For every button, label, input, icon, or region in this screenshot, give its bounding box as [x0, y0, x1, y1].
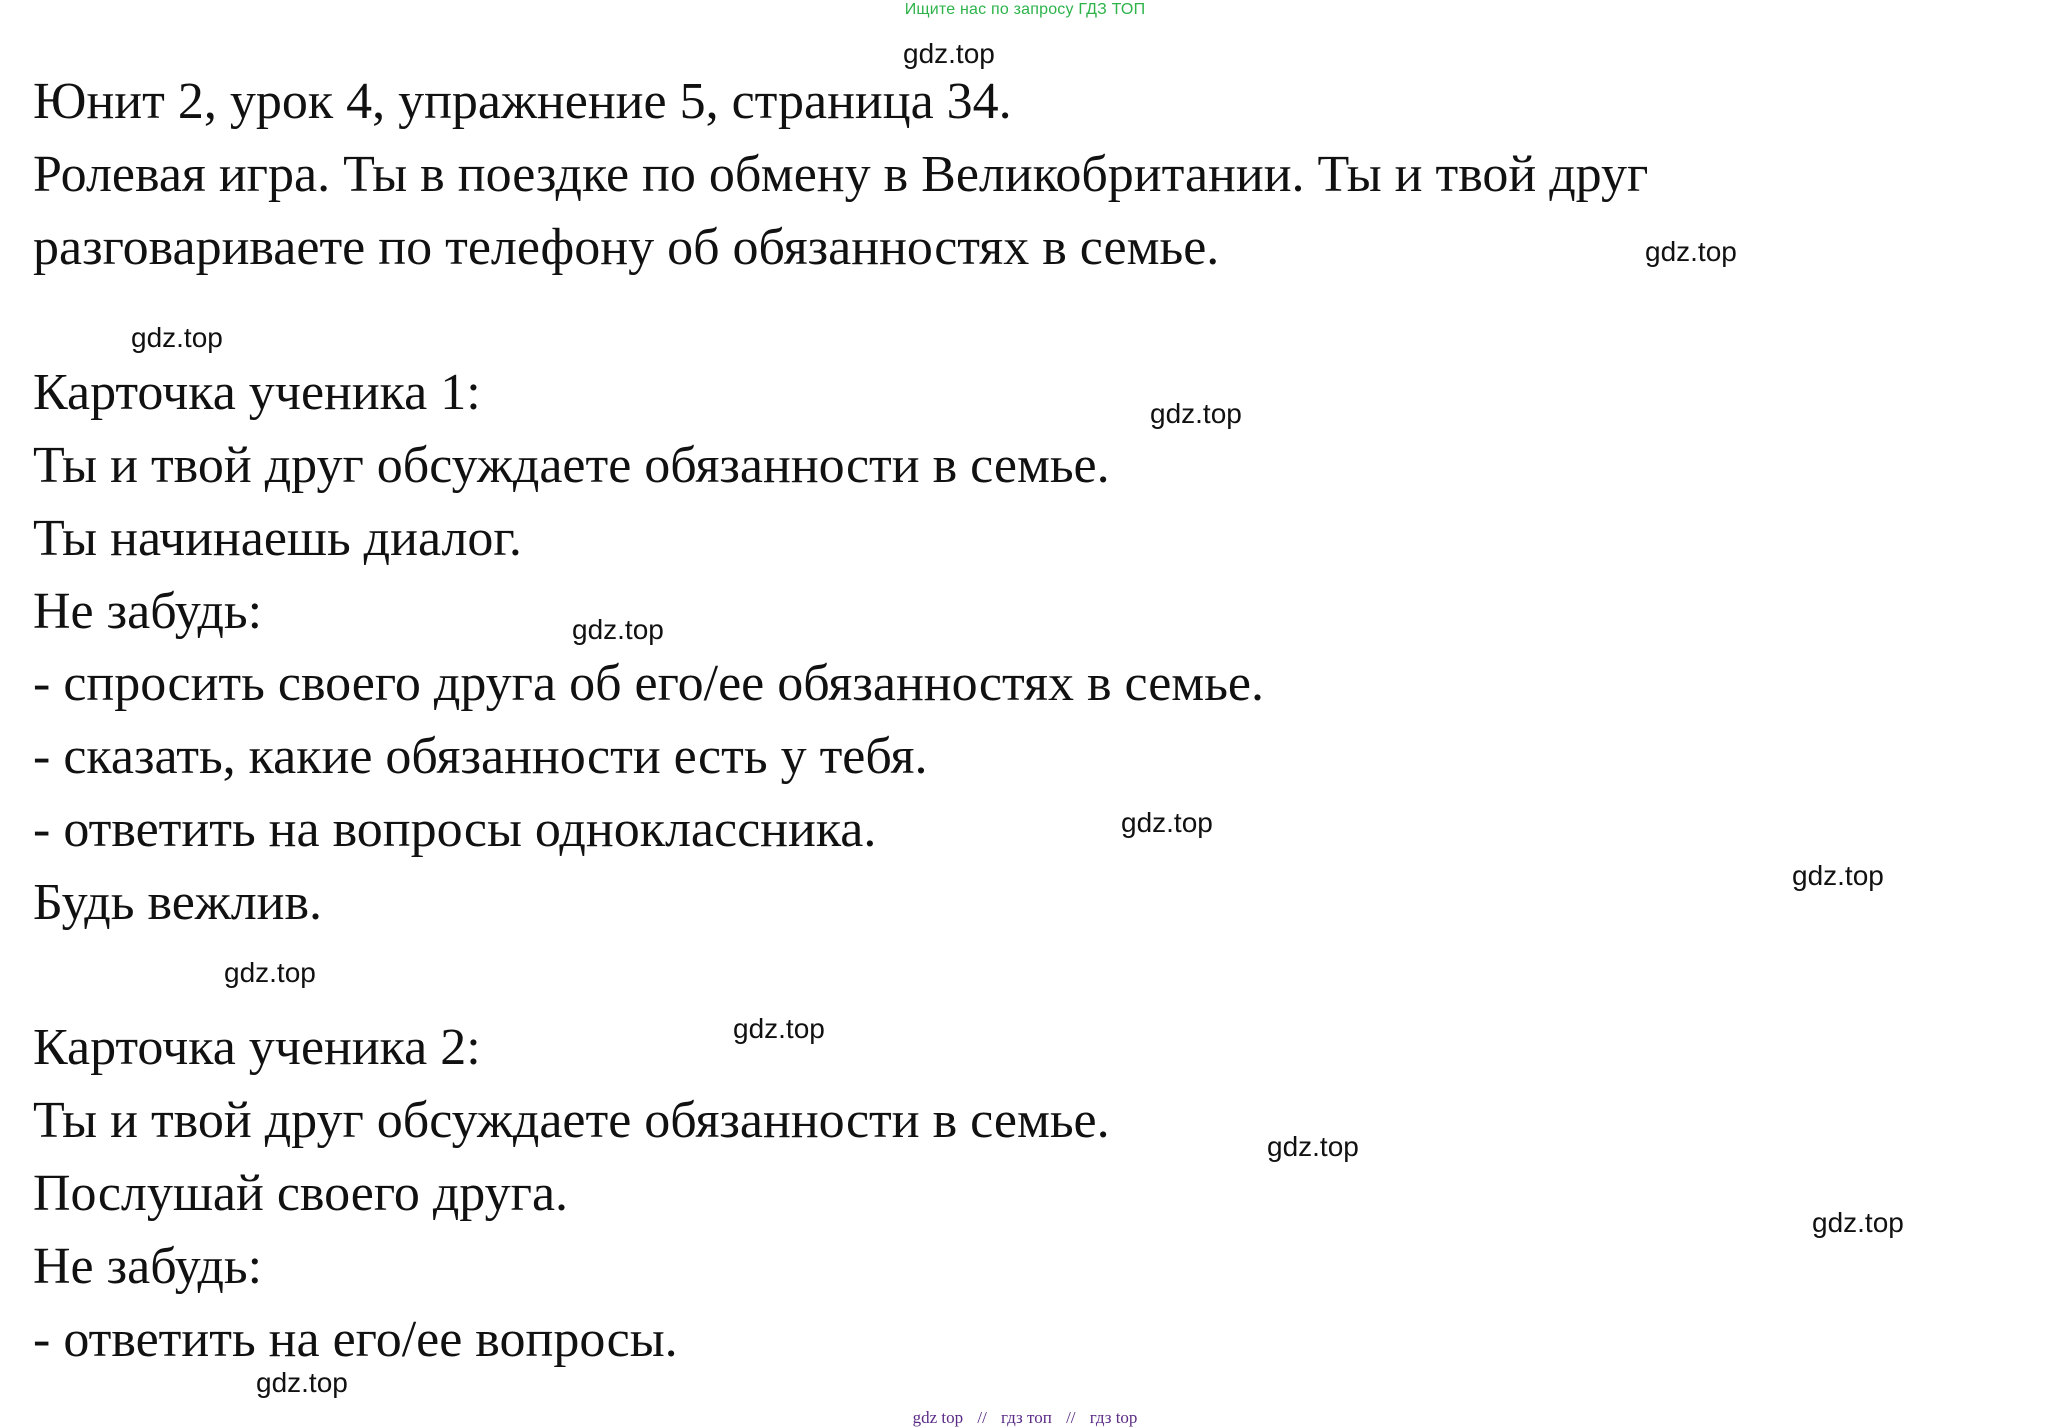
watermark: gdz.top	[1267, 1131, 1359, 1162]
footer-separator: //	[1066, 1408, 1076, 1427]
intro-line-1: Ролевая игра. Ты в поездке по обмену в Великобритании. Ты и твой друг	[33, 145, 1649, 203]
card1-line: Будь вежлив.	[33, 873, 323, 931]
footer-links	[0, 1409, 2050, 1427]
card1-line: - ответить на вопросы одноклассника.	[33, 800, 877, 858]
card1-title: Карточка ученика 1:	[33, 364, 481, 422]
card2-title: Карточка ученика 2:	[33, 1019, 481, 1077]
footer-item: gdz top	[912, 1408, 964, 1427]
watermark: gdz.top	[256, 1367, 348, 1398]
spacer	[33, 940, 2023, 1013]
watermark: gdz.top	[733, 1013, 825, 1044]
intro-line-2: разговариваете по телефону об обязанностях в семье.	[33, 218, 1220, 276]
footer-item: гдз top	[1089, 1408, 1138, 1427]
watermark: gdz.top	[1645, 236, 1737, 267]
watermark: gdz.top	[224, 957, 316, 988]
card1-line: Не забудь:	[33, 582, 263, 640]
watermark: gdz.top	[131, 322, 223, 353]
card1-line: Ты и твой друг обсуждаете обязанности в семье.	[33, 436, 1110, 494]
footer-item: гдз топ	[1001, 1408, 1052, 1427]
watermark: gdz.top	[1150, 398, 1242, 429]
watermark: gdz.top	[903, 38, 995, 69]
exercise-heading: Юнит 2, урок 4, упражнение 5, страница 34.	[33, 73, 1012, 130]
spacer	[33, 284, 2023, 357]
card2-line: Ты и твой друг обсуждаете обязанности в семье.	[33, 1092, 1110, 1150]
watermark: gdz.top	[572, 614, 664, 645]
watermark: gdz.top	[1121, 807, 1213, 838]
footer-separator: //	[977, 1408, 987, 1427]
card2-line: Послушай своего друга.	[33, 1164, 569, 1222]
card1-line: - спросить своего друга об его/ее обязанностях в семье.	[33, 655, 1264, 713]
top-banner: Ищите нас по запросу ГДЗ ТОП	[904, 1, 1146, 18]
watermark: gdz.top	[1812, 1207, 1904, 1238]
card1-line: Ты начинаешь диалог.	[33, 509, 522, 567]
card2-line: Не забудь:	[33, 1237, 263, 1295]
watermark: gdz.top	[1792, 860, 1884, 891]
card2-line: - ответить на его/ее вопросы.	[33, 1310, 678, 1368]
card1-line: - сказать, какие обязанности есть у тебя.	[33, 728, 928, 786]
